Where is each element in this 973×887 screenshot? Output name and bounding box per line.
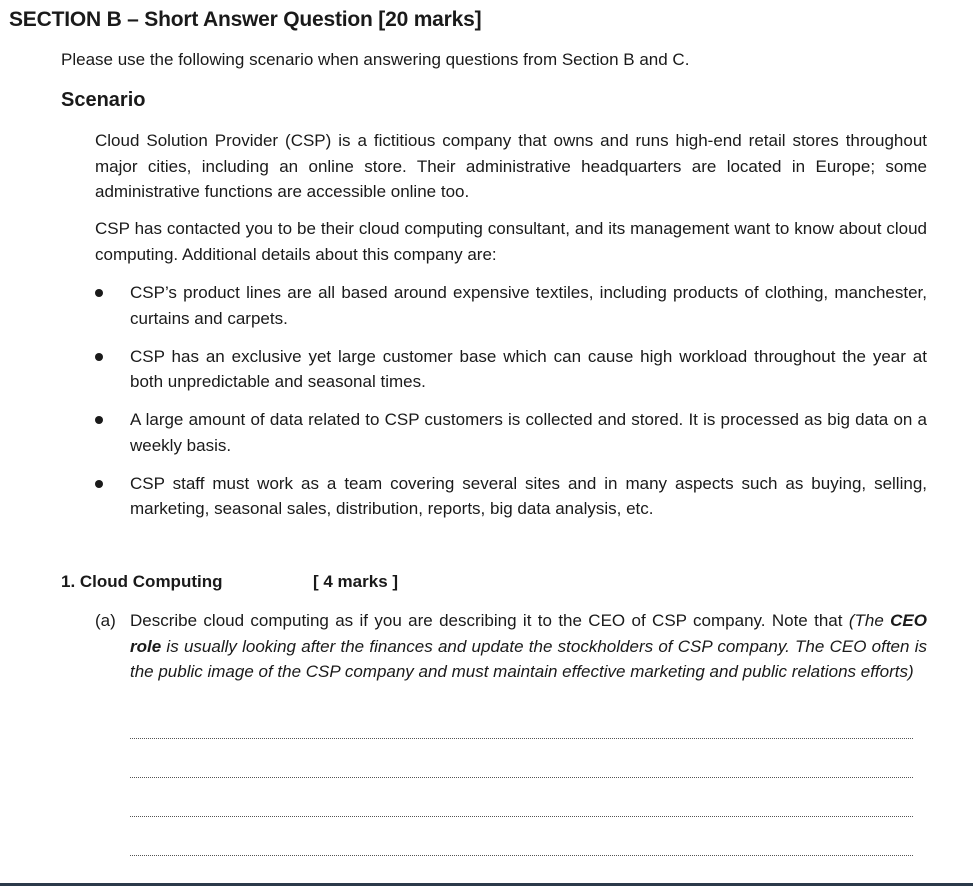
question-part-a xyxy=(95,608,927,685)
list-item xyxy=(95,344,927,395)
list-item xyxy=(95,471,927,522)
scenario-heading: Scenario xyxy=(61,89,146,111)
bullet-icon xyxy=(95,353,103,361)
italic-rest: is usually looking after the finances and update the stockholders of CSP company. The CEO often is the public image of the CSP company and must maintain effective marketing and public relations efforts) xyxy=(130,636,927,681)
company-details-list xyxy=(95,280,927,534)
bullet-icon xyxy=(95,289,103,297)
scenario-paragraph-1: Cloud Solution Provider (CSP) is a fictitious company that owns and runs high-end retail stores throughout major cities, including an online store. Their administrative headquarters are located in Europe; some administrative functions are accessible online too. xyxy=(95,131,927,201)
list-item-text: CSP staff must work as a team covering several sites and in many aspects such as buying, selling, marketing, seasonal sales, distribution, reports, big data analysis, etc. xyxy=(130,473,927,518)
list-item-text: CSP’s product lines are all based around expensive textiles, including products of clothing, manchester, curtains and carpets. xyxy=(130,283,927,328)
answer-line-4[interactable] xyxy=(130,855,913,856)
intro-text: Please use the following scenario when answering questions from Section B and C. xyxy=(61,50,690,69)
part-label: (a) xyxy=(95,611,116,630)
part-text xyxy=(130,608,927,685)
question-heading: 1. Cloud Computing xyxy=(61,572,223,591)
answer-line-3[interactable] xyxy=(130,816,913,817)
bullet-icon xyxy=(95,416,103,424)
italic-open: (The xyxy=(848,611,891,630)
part-instruction: Describe cloud computing as if you are describing it to the CEO of CSP company. Note that xyxy=(130,611,843,630)
bullet-icon xyxy=(95,480,103,488)
list-item-text: A large amount of data related to CSP customers is collected and stored. It is processed as big data on a weekly basis. xyxy=(130,410,927,455)
list-item-text: CSP has an exclusive yet large customer base which can cause high workload throughout the year at both unpredictable and seasonal times. xyxy=(130,346,927,391)
section-title: SECTION B – Short Answer Question [20 marks] xyxy=(9,8,482,31)
bottom-divider xyxy=(0,883,973,886)
list-item xyxy=(95,407,927,458)
question-marks: [ 4 marks ] xyxy=(313,572,399,591)
ceo-role-emphasis: CEO role xyxy=(130,611,927,656)
list-item xyxy=(95,280,927,331)
answer-line-2[interactable] xyxy=(130,777,913,778)
answer-line-1[interactable] xyxy=(130,738,913,739)
scenario-paragraph-2: CSP has contacted you to be their cloud computing consultant, and its management want to know about cloud computing. Additional details about this company are: xyxy=(95,219,927,264)
